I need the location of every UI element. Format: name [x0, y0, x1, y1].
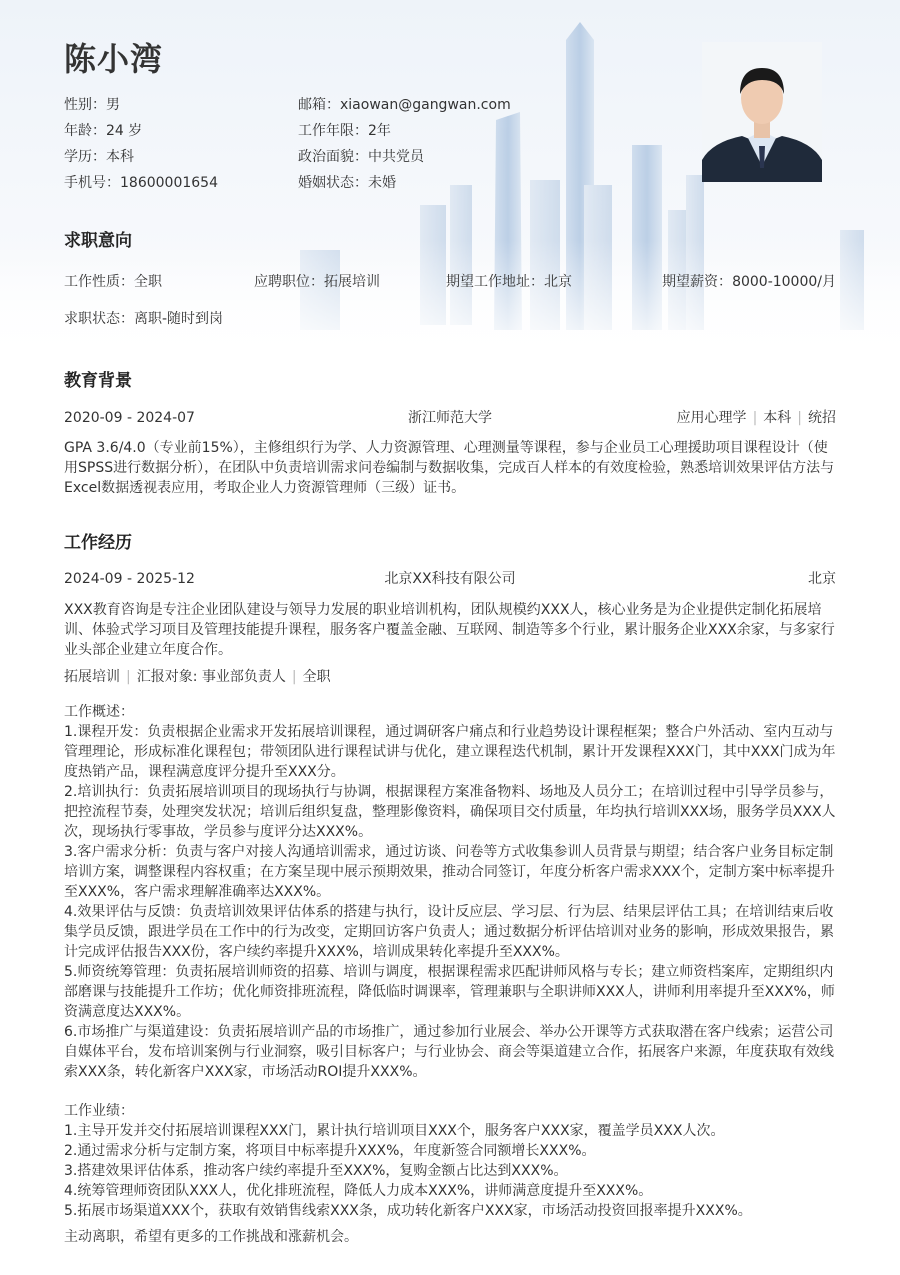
overview-title: 工作概述： — [64, 704, 134, 720]
profile-photo — [702, 42, 822, 182]
political-value: 中共党员 — [368, 149, 424, 165]
education-description: GPA 3.6/4.0（专业前15%），主修组织行为学、人力资源管理、心理测量等课程，参与企业员工心理援助项目课程设计（使用SPSS进行数据分析），在团队中负责培训需求问卷编制与数据收集，完成百人样本的有效度检验，熟悉培训效果评估方法与Excel数据透视表应用，考取企业人力资源管理师（三级）证书。 — [64, 440, 835, 496]
overview-item: 2.培训执行：负责拓展培训项目的现场执行与协调，根据课程方案准备物料、场地及人员分工；在培训过程中引导学员参与，把控流程节奏，处理突发状况；培训后组织复盘，整理影像资料，确保项目交付质量，年均执行培训XXX场，服务学员XXX人次，现场执行零事故，学员参与度评分达XXX%。 — [64, 784, 836, 840]
tag-employment-type: 全职 — [302, 669, 331, 685]
company-intro: XXX教育咨询是专注企业团队建设与领导力发展的职业培训机构，团队规模约XXX人，核心业务是为企业提供定制化拓展培训、体验式学习项目及管理技能提升课程，服务客户覆盖金融、互联网、制造等多个行业，累计服务企业XXX余家，与多家行业头部企业建立年度合作。 — [64, 602, 835, 658]
achievement-item: 3.搭建效果评估体系，推动客户续约率提升至XXX%，复购金额占比达到XXX%。 — [64, 1163, 568, 1179]
salary-value: 8000-10000/月 — [732, 274, 836, 290]
location-value: 北京 — [544, 274, 572, 290]
job-type-label: 工作性质： — [64, 274, 134, 290]
years-label: 工作年限： — [298, 123, 368, 139]
gender-label: 性别： — [64, 97, 106, 113]
achievements-title: 工作业绩： — [64, 1103, 134, 1119]
salary-label: 期望薪资： — [662, 274, 733, 290]
phone-field — [64, 173, 218, 193]
gender-field — [64, 95, 120, 115]
company-name: 北京XX科技有限公司 — [384, 571, 516, 587]
education-value: 本科 — [106, 149, 134, 165]
achievement-item: 5.拓展市场渠道XXX个，获取有效销售线索XXX条，成功转化新客户XXX家，市场活动投资回报率提升XXX%。 — [64, 1203, 752, 1219]
divider: | — [291, 669, 297, 685]
education-period: 2020-09 - 2024-07 — [64, 410, 195, 426]
major: 应用心理学 — [676, 410, 747, 426]
job-type-field — [64, 272, 162, 292]
intent-section-title: 求职意向 — [64, 231, 132, 251]
tag-field: 拓展培训 — [64, 669, 120, 685]
candidate-name: 陈小湾 — [64, 40, 164, 78]
gender-value: 男 — [106, 97, 120, 113]
divider: | — [752, 410, 758, 426]
work-tags — [64, 667, 331, 687]
overview-item: 6.市场推广与渠道建设：负责拓展培训产品的市场推广，通过参加行业展会、举办公开课等方式获取潜在客户线索；运营公司自媒体平台，发布培训案例与行业洞察，吸引目标客户；与行业协会、商会等渠道建立合作，拓展客户来源，年度获取有效线索XXX条，转化新客户XXX家，市场活动ROI提升XXX%。 — [64, 1024, 834, 1080]
phone-label: 手机号： — [64, 175, 120, 191]
position-label: 应聘职位： — [254, 274, 324, 290]
leave-reason: 主动离职，希望有更多的工作挑战和涨薪机会。 — [64, 1229, 358, 1245]
education-label: 学历： — [64, 149, 106, 165]
location-label: 期望工作地址： — [446, 274, 544, 290]
education-section-title: 教育背景 — [64, 371, 132, 391]
position-field — [254, 272, 380, 292]
work-city: 北京 — [808, 571, 836, 587]
age-value: 24 岁 — [106, 123, 143, 139]
overview-item: 4.效果评估与反馈：负责培训效果评估体系的搭建与执行，设计反应层、学习层、行为层、结果层评估工具；在培训结束后收集学员反馈，跟进学员在工作中的行为改变，定期回访客户负责人；通过数据分析评估培训对业务的影响，形成效果报告，累计完成评估报告XXX份，客户续约率提升XXX%，培训成果转化率提升至XXX%。 — [64, 904, 834, 960]
work-section-title: 工作经历 — [64, 533, 132, 553]
divider: | — [126, 669, 131, 685]
job-status-field — [64, 309, 223, 329]
job-type-value: 全职 — [134, 274, 162, 290]
age-field — [64, 121, 142, 141]
achievement-item: 4.统筹管理师资团队XXX人，优化排班流程，降低人力成本XXX%，讲师满意度提升至XXX%。 — [64, 1183, 653, 1199]
marital-field — [298, 173, 396, 193]
tag-report-to: 汇报对象: 事业部负责人 — [136, 669, 286, 685]
person-avatar-icon — [702, 42, 822, 182]
years-field — [298, 121, 391, 141]
achievement-item: 1.主导开发并交付拓展培训课程XXX门，累计执行培训项目XXX个，服务客户XXX家，覆盖学员XXX人次。 — [64, 1123, 725, 1139]
political-field — [298, 147, 424, 167]
position-value: 拓展培训 — [324, 274, 380, 290]
divider: | — [797, 410, 802, 426]
overview-item: 3.客户需求分析：负责与客户对接人沟通培训需求，通过访谈、问卷等方式收集参训人员背景与期望；结合客户业务目标定制培训方案，调整课程内容权重；在方案呈现中展示预期效果，推动合同签订，年度分析客户需求XXX个，定制方案中标率提升至XXX%，客户需求理解准确率达XXX%。 — [64, 844, 835, 900]
email-label: 邮箱： — [298, 97, 340, 113]
age-label: 年龄： — [64, 123, 106, 139]
years-value: 2年 — [368, 123, 391, 139]
work-overview — [64, 702, 836, 1082]
education-field — [64, 147, 134, 167]
work-period: 2024-09 - 2025-12 — [64, 571, 195, 587]
political-label: 政治面貌： — [298, 149, 368, 165]
location-field — [446, 272, 572, 292]
overview-item: 1.课程开发：负责根据企业需求开发拓展培训课程，通过调研客户痛点和行业趋势设计课程框架；整合户外活动、室内互动与管理理论，形成标准化课程包；带领团队进行课程试讲与优化，建立课程迭代机制，累计开发课程XXX门，其中XXX门成为年度热销产品，课程满意度评分提升至XXX分。 — [64, 724, 836, 780]
email-value: xiaowan@gangwan.com — [340, 97, 511, 113]
job-status-value: 离职-随时到岗 — [134, 311, 224, 327]
overview-item: 5.师资统筹管理：负责拓展培训师资的招募、培训与调度，根据课程需求匹配讲师风格与专长；建立师资档案库，定期组织内部磨课与技能提升工作坊；优化师资排班流程，降低临时调课率，管理兼职与全职讲师XXX人，讲师利用率提升至XXX%，师资满意度达XXX%。 — [64, 964, 835, 1020]
job-status-label: 求职状态： — [64, 311, 134, 327]
marital-label: 婚姻状态： — [298, 175, 368, 191]
phone-value: 18600001654 — [120, 175, 218, 191]
study-mode: 统招 — [808, 410, 836, 426]
work-achievements — [64, 1101, 836, 1221]
marital-value: 未婚 — [368, 175, 396, 191]
salary-field — [662, 272, 836, 292]
school-name: 浙江师范大学 — [408, 410, 492, 426]
degree: 本科 — [763, 410, 792, 426]
achievement-item: 2.通过需求分析与定制方案，将项目中标率提升XXX%，年度新签合同额增长XXX%。 — [64, 1143, 596, 1159]
email-field — [298, 95, 511, 115]
education-details — [677, 408, 836, 428]
